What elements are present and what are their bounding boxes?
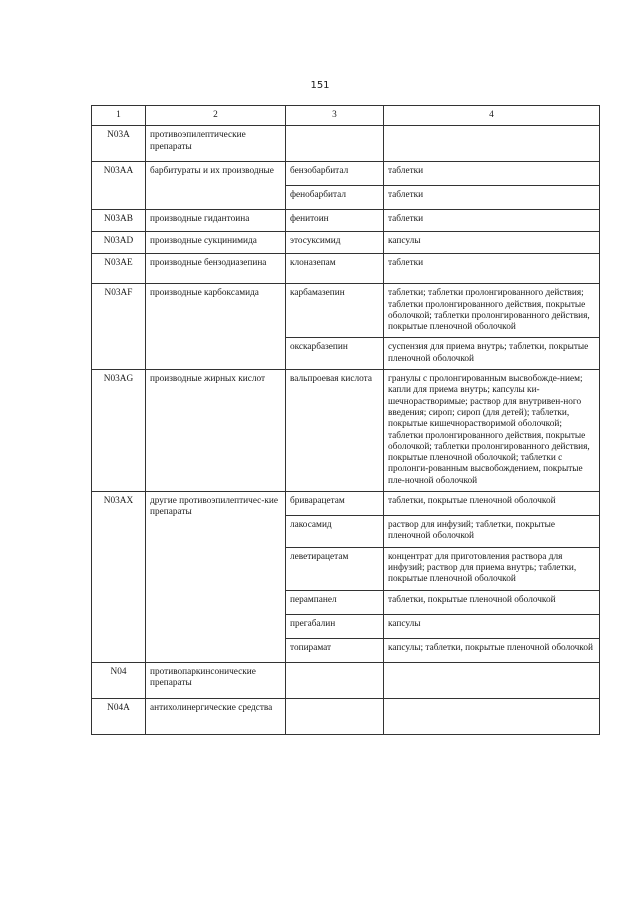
table-row	[92, 210, 600, 232]
drug-name-cell: фенобарбитал	[286, 186, 384, 210]
drug-name-cell-empty	[286, 662, 384, 698]
table-row	[92, 126, 600, 162]
group-code-cell: N03AG	[92, 370, 146, 492]
drug-name-cell: топирамат	[286, 638, 384, 662]
dosage-forms-cell-empty	[384, 698, 600, 734]
group-name-cell: противопаркинсонические препараты	[146, 662, 286, 698]
table-row	[92, 284, 600, 338]
group-code-cell: N04A	[92, 698, 146, 734]
dosage-forms-cell: таблетки	[384, 254, 600, 284]
table-row	[92, 698, 600, 734]
dosage-forms-cell: таблетки; таблетки пролонгированного действия; таблетки пролонгированного действия, покрытые оболочкой; таблетки пролонгированного действия, покрытые пленочной оболочкой	[384, 284, 600, 338]
drug-name-cell: этосуксимид	[286, 232, 384, 254]
drug-name-cell: окскарбазепин	[286, 338, 384, 370]
drug-name-cell-empty	[286, 698, 384, 734]
group-code-cell: N03AA	[92, 162, 146, 210]
header-cell-2: 2	[146, 106, 286, 126]
drug-name-cell: вальпроевая кислота	[286, 370, 384, 492]
drug-name-cell: леветирацетам	[286, 547, 384, 590]
drug-name-cell: карбамазепин	[286, 284, 384, 338]
dosage-forms-cell: концентрат для приготовления раствора для инфузий; раствор для приема внутрь; таблетки, покрытые пленочной оболочкой	[384, 547, 600, 590]
drug-name-cell: бриварацетам	[286, 492, 384, 516]
dosage-forms-cell: таблетки, покрытые пленочной оболочкой	[384, 492, 600, 516]
group-name-cell: производные сукцинимида	[146, 232, 286, 254]
dosage-forms-cell: капсулы	[384, 232, 600, 254]
group-code-cell: N03AX	[92, 492, 146, 662]
drug-name-cell: фенитоин	[286, 210, 384, 232]
header-row	[92, 106, 600, 126]
dosage-forms-cell: таблетки	[384, 210, 600, 232]
group-name-cell: производные бензодиазепина	[146, 254, 286, 284]
group-code-cell: N04	[92, 662, 146, 698]
header-cell-1: 1	[92, 106, 146, 126]
group-name-cell: барбитураты и их производные	[146, 162, 286, 210]
group-code-cell: N03AD	[92, 232, 146, 254]
dosage-forms-cell: капсулы; таблетки, покрытые пленочной оболочкой	[384, 638, 600, 662]
table-row	[92, 232, 600, 254]
dosage-forms-cell: гранулы с пролонгированным высвобожде-нием; капли для приема внутрь; капсулы ки-шечнорастворимые; раствор для внутривен-ного введения; сироп; сироп (для детей); таблетки, покрытые кишечнорастворимой оболочкой; таблетки пролонгированного действия, покрытые оболочкой; таблетки пролонгированного действия, покрытые пленочной оболочкой; таблетки с пролонги-рованным высвобождением, покрытые пле-ночной оболочкой	[384, 370, 600, 492]
dosage-forms-cell: суспензия для приема внутрь; таблетки, покрытые пленочной оболочкой	[384, 338, 600, 370]
table-row	[92, 370, 600, 492]
dosage-forms-cell-empty	[384, 126, 600, 162]
header-cell-3: 3	[286, 106, 384, 126]
group-code-cell: N03AF	[92, 284, 146, 370]
group-name-cell: производные гидантоина	[146, 210, 286, 232]
drug-name-cell: перампанел	[286, 590, 384, 614]
table-row	[92, 492, 600, 516]
dosage-forms-cell: таблетки, покрытые пленочной оболочкой	[384, 590, 600, 614]
group-name-cell: производные карбоксамида	[146, 284, 286, 370]
page-number: 151	[310, 80, 330, 91]
header-cell-4: 4	[384, 106, 600, 126]
group-code-cell: N03AB	[92, 210, 146, 232]
drug-table	[91, 105, 600, 735]
group-name-cell: производные жирных кислот	[146, 370, 286, 492]
group-name-cell: антихолинергические средства	[146, 698, 286, 734]
group-code-cell: N03A	[92, 126, 146, 162]
dosage-forms-cell: раствор для инфузий; таблетки, покрытые пленочной оболочкой	[384, 516, 600, 548]
dosage-forms-cell: таблетки	[384, 162, 600, 186]
table-row	[92, 662, 600, 698]
dosage-forms-cell: капсулы	[384, 614, 600, 638]
group-code-cell: N03AE	[92, 254, 146, 284]
dosage-forms-cell: таблетки	[384, 186, 600, 210]
dosage-forms-cell-empty	[384, 662, 600, 698]
group-name-cell: противоэпилептические препараты	[146, 126, 286, 162]
group-name-cell: другие противоэпилептичес-кие препараты	[146, 492, 286, 662]
drug-name-cell: клоназепам	[286, 254, 384, 284]
table-body	[92, 106, 600, 735]
drug-name-cell: бензобарбитал	[286, 162, 384, 186]
table-row	[92, 254, 600, 284]
drug-name-cell-empty	[286, 126, 384, 162]
drug-name-cell: прегабалин	[286, 614, 384, 638]
table-row	[92, 162, 600, 186]
drug-name-cell: лакосамид	[286, 516, 384, 548]
